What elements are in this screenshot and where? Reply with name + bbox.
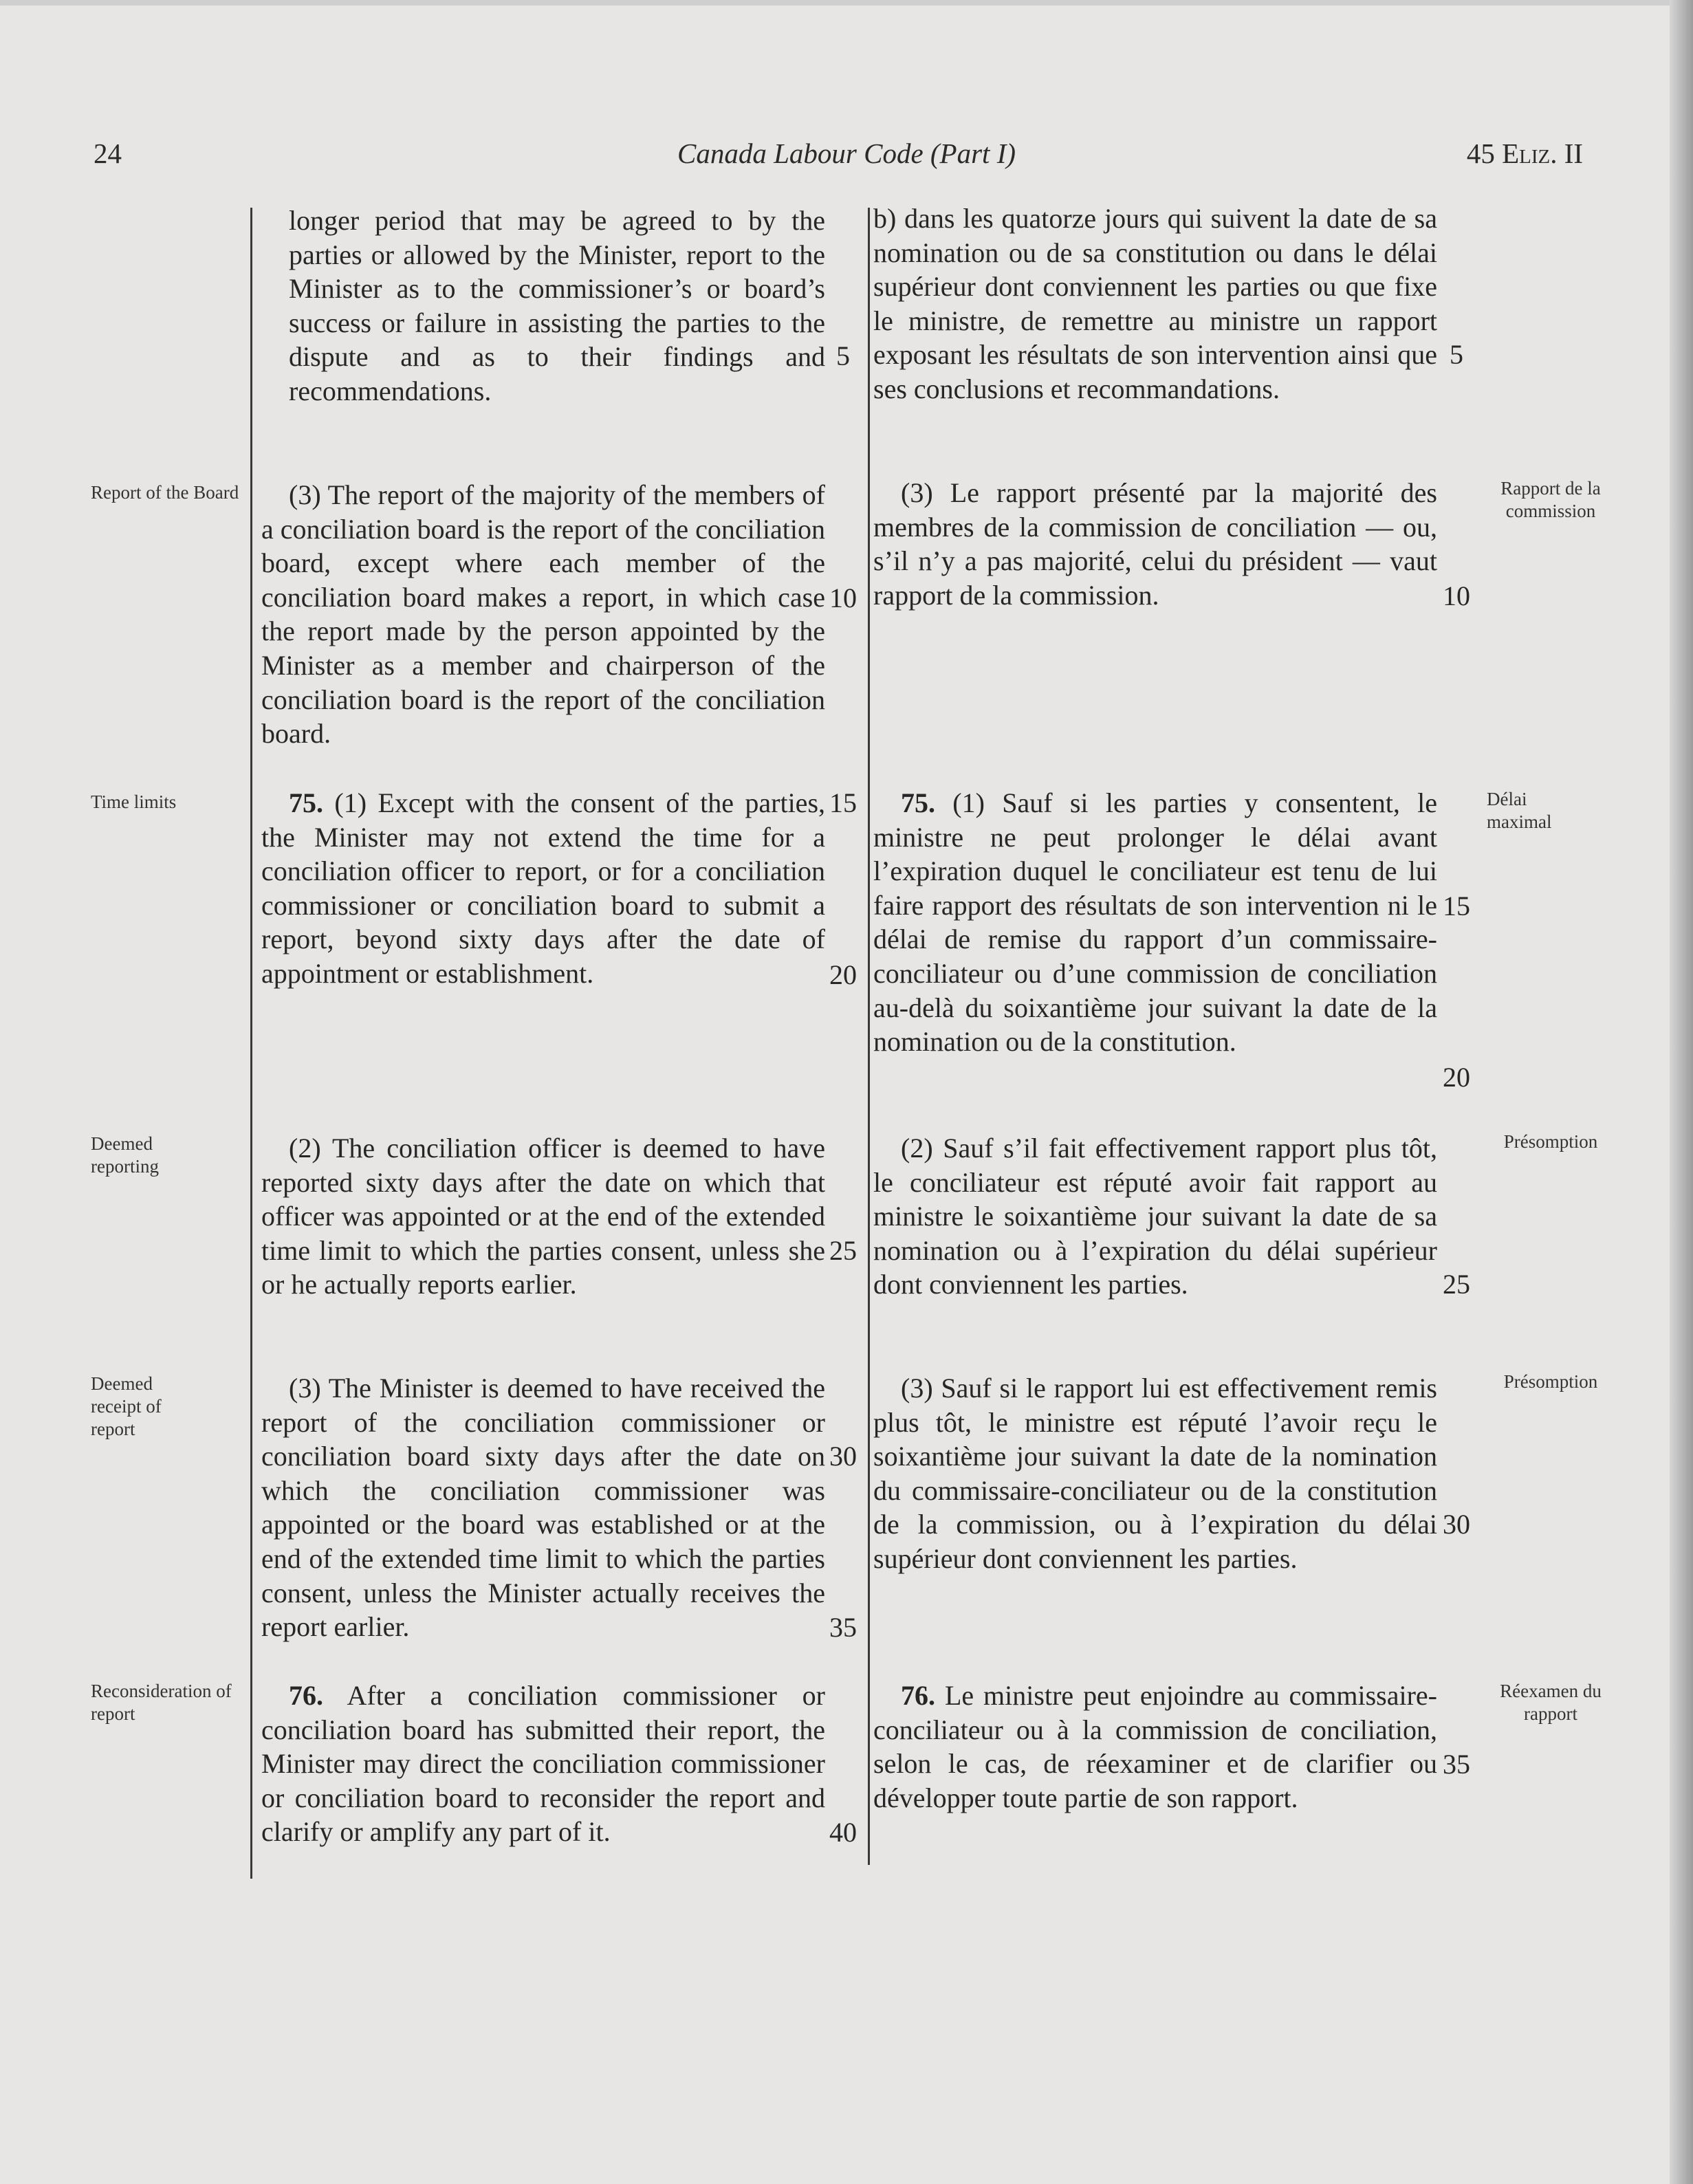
left-column-rule [250, 208, 252, 1879]
margin-note-presomption-1: Présomption [1503, 1131, 1598, 1152]
french-paragraph-b [873, 201, 1437, 406]
regnal-year: 45 Eliz. II [1466, 138, 1583, 169]
french-section-76-text: Le ministre peut enjoindre au commissaire-conciliateur ou à la commission de conciliation, selon le cas, de réexaminer et de clarifier ou développer toute partie de son rapport. [873, 1680, 1438, 1813]
english-subsection-3-board-report-text: (3) The report of the majority of the members of a conciliation board is the report of the conciliation board, except where each member of the conciliation board makes a report, in which case the report made by the person appointed by the Minister as a member and chairperson of the conciliation board is the report of the conciliation board. [261, 479, 825, 750]
english-section-75-1 [261, 786, 825, 991]
french-paragraph-b-text: b) dans les quatorze jours qui suivent la date de sa nomination ou de sa constitution ou dans le délai supérieur dont conviennent les parties ou que fixe le ministre, de remettre au ministre un rapport exposant les résultats de son intervention ainsi que ses conclusions et recommandations. [873, 203, 1437, 404]
english-section-75-3 [261, 1371, 825, 1644]
margin-note-deemed-receipt: Deemed receipt of report [91, 1373, 162, 1439]
line-number: 10 [829, 582, 857, 613]
english-section-76-paragraph [261, 1679, 825, 1849]
english-subsection-3-board-report [261, 478, 825, 751]
english-section-75-3-text: (3) The Minister is deemed to have received the report of the conciliation commissioner or conciliation board sixty days after the date on which the conciliation commissioner was appointed or the board was established or at the end of the extended time limit to which the parties consent, unless the Minister actually receives the report earlier. [261, 1373, 825, 1643]
margin-note-presomption-2: Présomption [1503, 1371, 1598, 1392]
french-section-76-paragraph [873, 1679, 1437, 1815]
french-subsection-3-rapport-text: (3) Le rapport présenté par la majorité des membres de la commission de conciliation — ou, s’il n’y a pas majorité, celui du président — vaut rapport de la commission. [873, 477, 1437, 611]
line-number: 35 [1443, 1749, 1470, 1780]
english-paragraph-continuation [289, 204, 825, 408]
french-section-75-2 [873, 1131, 1437, 1302]
margin-note-reexamen: Réexamen du rapport [1500, 1681, 1602, 1724]
line-number: 15 [829, 787, 857, 818]
line-number: 35 [829, 1612, 857, 1643]
line-number: 30 [1443, 1509, 1470, 1540]
line-number: 5 [1450, 339, 1463, 370]
french-section-76 [873, 1679, 1437, 1815]
line-number: 5 [836, 340, 850, 371]
margin-note-report-of-board: Report of the Board [91, 482, 239, 503]
section-number-76: 76. [289, 1680, 323, 1711]
page-edge-shadow [1670, 0, 1693, 2184]
article-number-75: 75. [901, 787, 935, 818]
center-column-rule [868, 208, 870, 1865]
line-number: 30 [829, 1441, 857, 1472]
line-number: 25 [829, 1235, 857, 1266]
french-section-75-1-text: (1) Sauf si les parties y consentent, le ministre ne peut prolonger le délai avant l’expiration duquel le conciliateur est tenu de lui faire rapport des résultats de son intervention ni le délai de remise du rapport d’un commissaire-conciliateur ou d’une commission de conciliation au-delà du soixantième jour suivant la date de la nomination ou de la constitution. [873, 787, 1437, 1058]
page-number: 24 [94, 138, 122, 169]
margin-note-delai-maximal: Délai maximal [1487, 789, 1552, 832]
line-number: 40 [829, 1817, 857, 1848]
article-number-76: 76. [901, 1680, 935, 1711]
section-number-75: 75. [289, 787, 323, 818]
french-section-75-3-text: (3) Sauf si le rapport lui est effectivement remis plus tôt, le ministre est réputé l’avoir reçu le soixantième jour suivant la date de la nomination du commissaire-conciliateur ou de la constitution de la commission, ou à l’expiration du délai supérieur dont conviennent les parties. [873, 1373, 1437, 1574]
english-section-76 [261, 1679, 825, 1849]
french-subsection-3-rapport [873, 476, 1437, 612]
english-section-75-2 [261, 1131, 825, 1302]
page-top-edge [0, 0, 1693, 6]
french-section-75-1 [873, 786, 1437, 1059]
english-paragraph-continuation-text: longer period that may be agreed to by the parties or allowed by the Minister, report to the Minister as to the commissioner’s or board’s success or failure in assisting the parties to the dispute and as to their findings and recommendations. [289, 205, 825, 406]
english-section-75-2-text: (2) The conciliation officer is deemed to have reported sixty days after the date on which that officer was appointed or at the end of the extended time limit to which the parties consent, unless she or he actually reports earlier. [261, 1133, 825, 1300]
running-title: Canada Labour Code (Part I) [677, 138, 1016, 169]
french-section-75-3 [873, 1371, 1437, 1576]
english-section-75-1-paragraph [261, 786, 825, 991]
line-number: 20 [1443, 1062, 1470, 1093]
margin-note-time-limits: Time limits [91, 791, 177, 812]
english-section-75-1-text: (1) Except with the consent of the parties, the Minister may not extend the time for a conciliation officer to report, or for a conciliation commissioner or conciliation board to submit a report, beyond sixty days after the date of appointment or establishment. [261, 787, 826, 989]
margin-note-reconsideration: Reconsideration of report [91, 1681, 232, 1724]
line-number: 25 [1443, 1269, 1470, 1300]
line-number: 10 [1443, 580, 1470, 611]
french-section-75-1-paragraph [873, 786, 1437, 1059]
french-section-75-2-text: (2) Sauf s’il fait effectivement rapport plus tôt, le conciliateur est réputé avoir fait rapport au ministre le soixantième jour suivant la date de sa nomination ou à l’expiration du délai supérieur dont conviennent les parties. [873, 1133, 1437, 1300]
margin-note-deemed-reporting: Deemed reporting [91, 1133, 159, 1177]
line-number: 15 [1443, 891, 1470, 921]
english-section-76-text: After a conciliation commissioner or conciliation board has submitted their report, the Minister may direct the conciliation commissioner or conciliation board to reconsider the report and clarify or amplify any part of it. [261, 1680, 825, 1848]
margin-note-rapport-commission: Rapport de la commission [1500, 478, 1601, 521]
line-number: 20 [829, 959, 857, 990]
